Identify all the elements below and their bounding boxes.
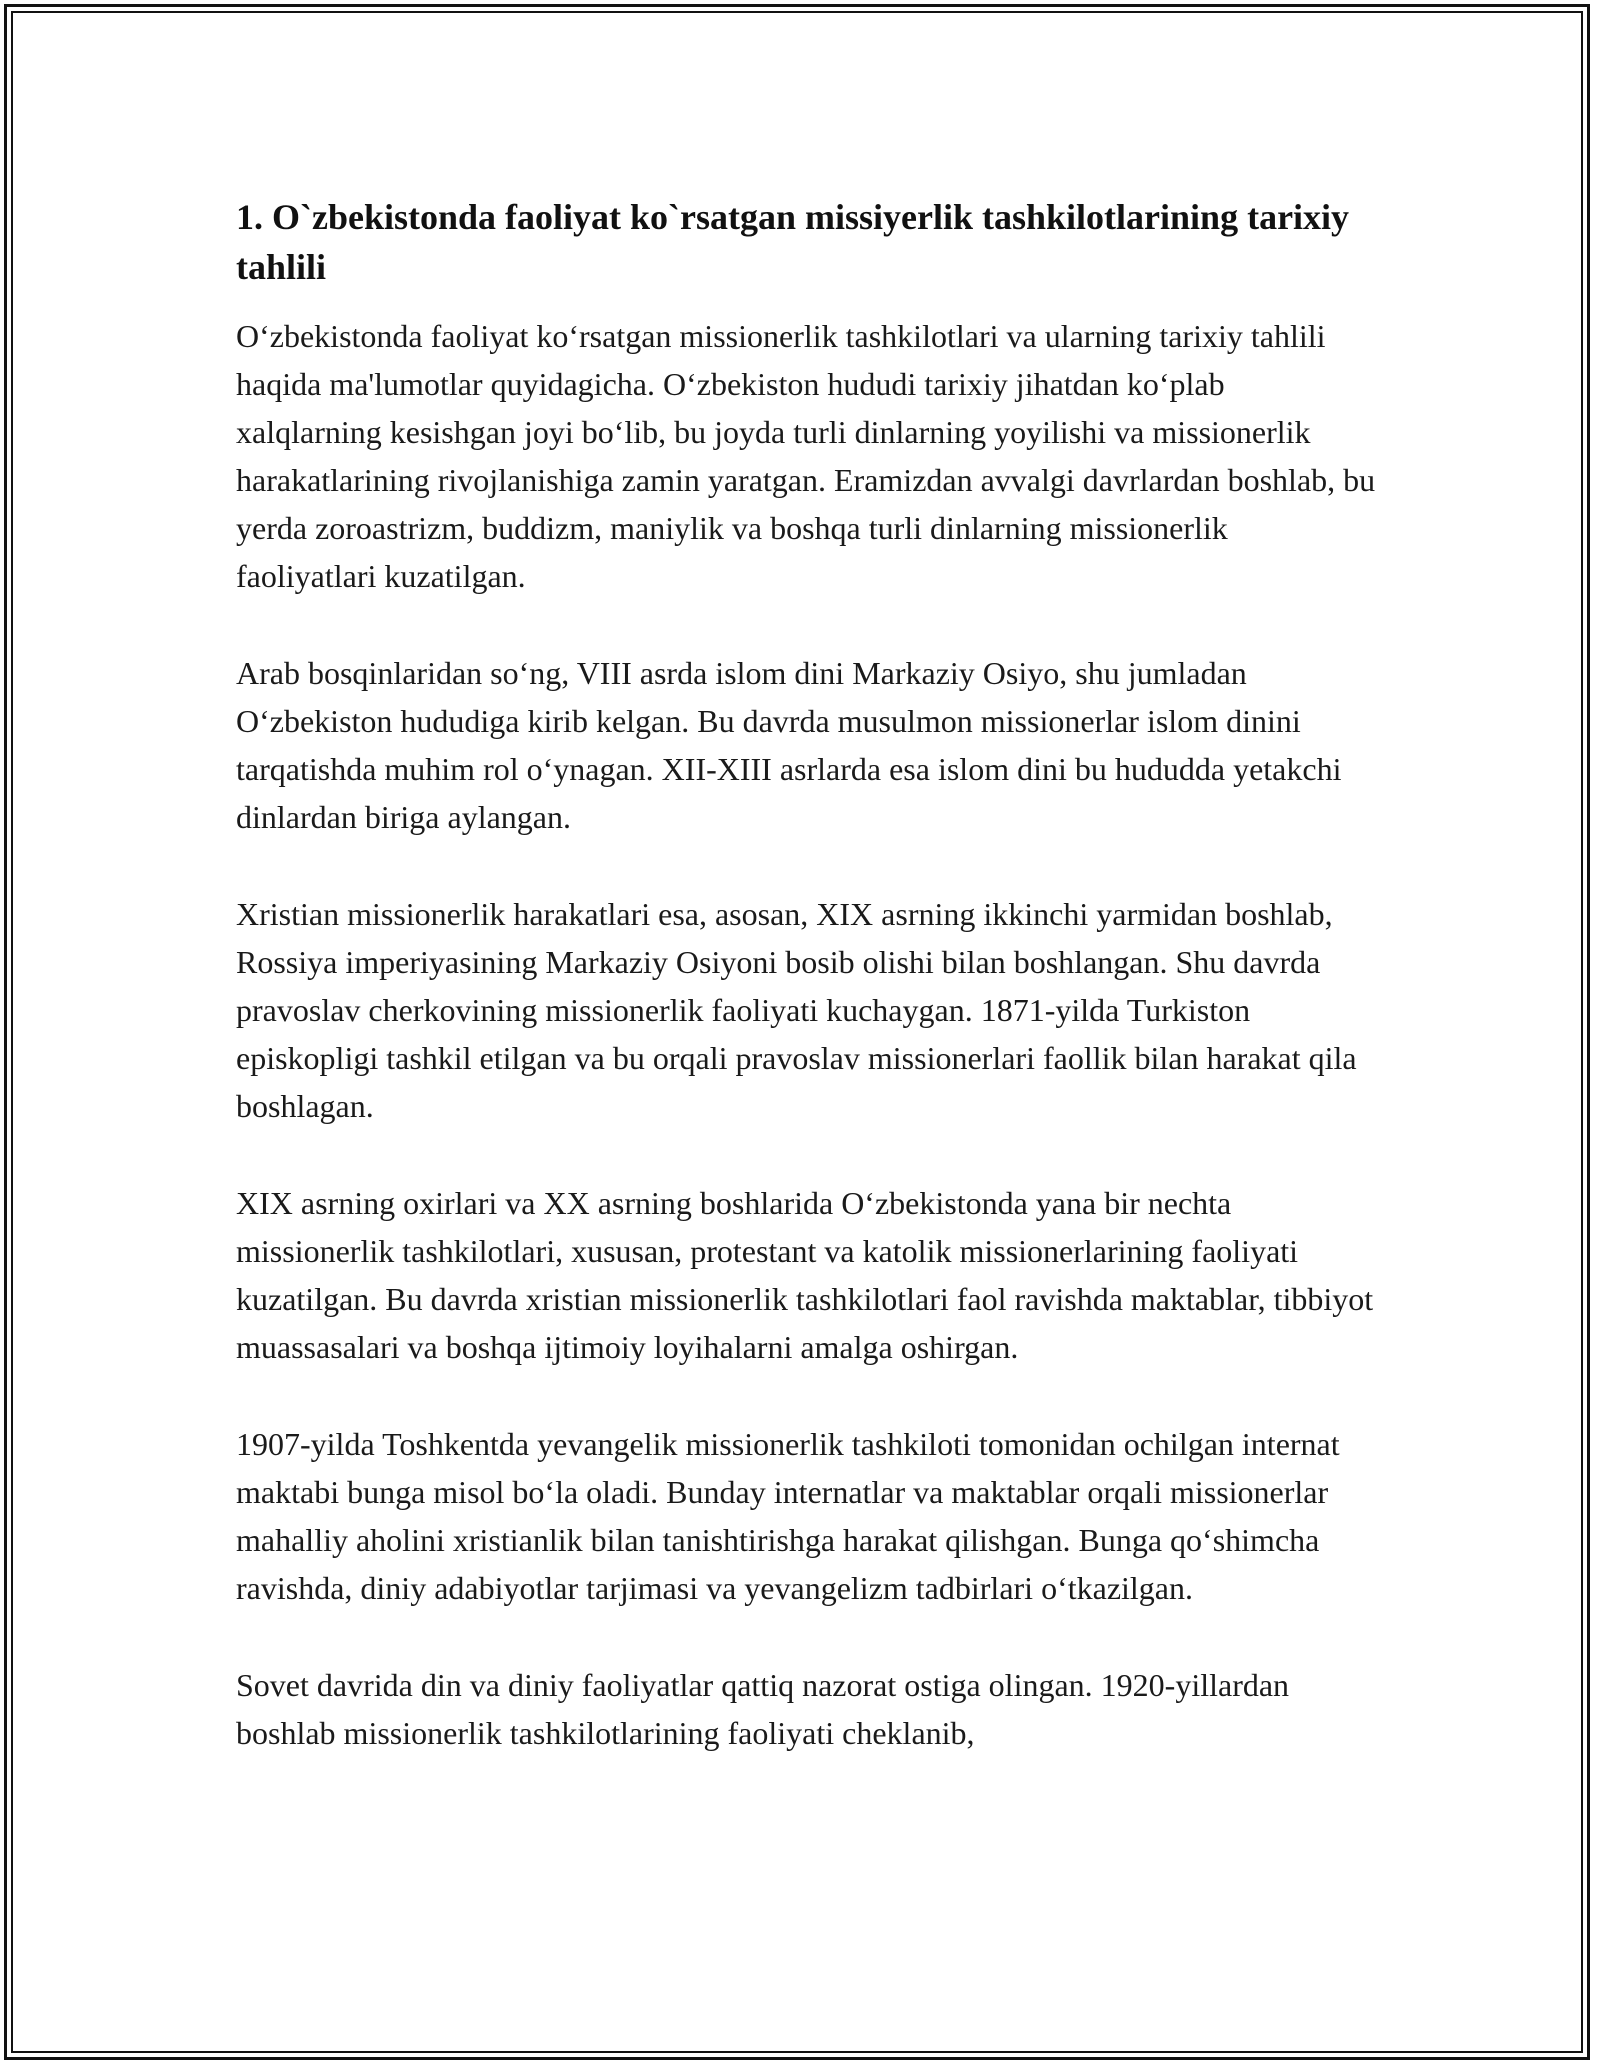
paragraph-3: Xristian missionerlik harakatlari esa, asosan, XIX asrning ikkinchi yarmidan boshlab, Rossiya imperiyasining Markaziy Osiyoni bosib olishi bilan boshlangan. Shu davrda pravoslav cherkovining missionerlik faoliyati kuchaygan. 1871-yilda Turkiston episkopligi tashkil etilgan va bu orqali pravoslav missionerlari faollik bilan harakat qila boshlagan. <box>236 896 1357 1124</box>
paragraph-4: XIX asrning oxirlari va XX asrning boshlarida O‘zbekistonda yana bir nechta missionerlik tashkilotlari, xususan, protestant va katolik missionerlarining faoliyati kuzatilgan. Bu davrda xristian missionerlik tashkilotlari faol ravishda maktablar, tibbiyot muassasalari va boshqa ijtimoiy loyihalarni amalga oshirgan. <box>236 1185 1374 1365</box>
document-body <box>236 180 1376 1757</box>
paragraph-6: Sovet davrida din va diniy faoliyatlar qattiq nazorat ostiga olingan. 1920-yillardan boshlab missionerlik tashkilotlarining faoliyati cheklanib, <box>236 1667 1290 1751</box>
section-heading: 1. O`zbekistonda faoliyat ko`rsatgan missiyerlik tashkilotlarining tarixiy tahlili <box>236 197 1350 287</box>
paragraph-2: Arab bosqinlaridan so‘ng, VIII asrda islom dini Markaziy Osiyo, shu jumladan O‘zbekiston hududiga kirib kelgan. Bu davrda musulmon missionerlar islom dinini tarqatishda muhim rol o‘ynagan. XII-XIII asrlarda esa islom dini bu hududda yetakchi dinlardan biriga aylangan. <box>236 655 1342 835</box>
paragraph-1: O‘zbekistonda faoliyat ko‘rsatgan missionerlik tashkilotlari va ularning tarixiy tahlili haqida ma'lumotlar quyidagicha. O‘zbekiston hududi tarixiy jihatdan ko‘plab xalqlarning kesishgan joyi bo‘lib, bu joyda turli dinlarning yoyilishi va missionerlik harakatlarining rivojlanishiga zamin yaratgan. Eramizdan avvalgi davrlardan boshlab, bu yerda zoroastrizm, buddizm, maniylik va boshqa turli dinlarning missionerlik faoliyatlari kuzatilgan. <box>236 318 1376 594</box>
paragraph-5: 1907-yilda Toshkentda yevangelik missionerlik tashkiloti tomonidan ochilgan internat maktabi bunga misol bo‘la oladi. Bunday internatlar va maktablar orqali missionerlar mahalliy aholini xristianlik bilan tanishtirishga harakat qilishgan. Bunga qo‘shimcha ravishda, diniy adabiyotlar tarjimasi va yevangelizm tadbirlari o‘tkazilgan. <box>236 1426 1340 1606</box>
